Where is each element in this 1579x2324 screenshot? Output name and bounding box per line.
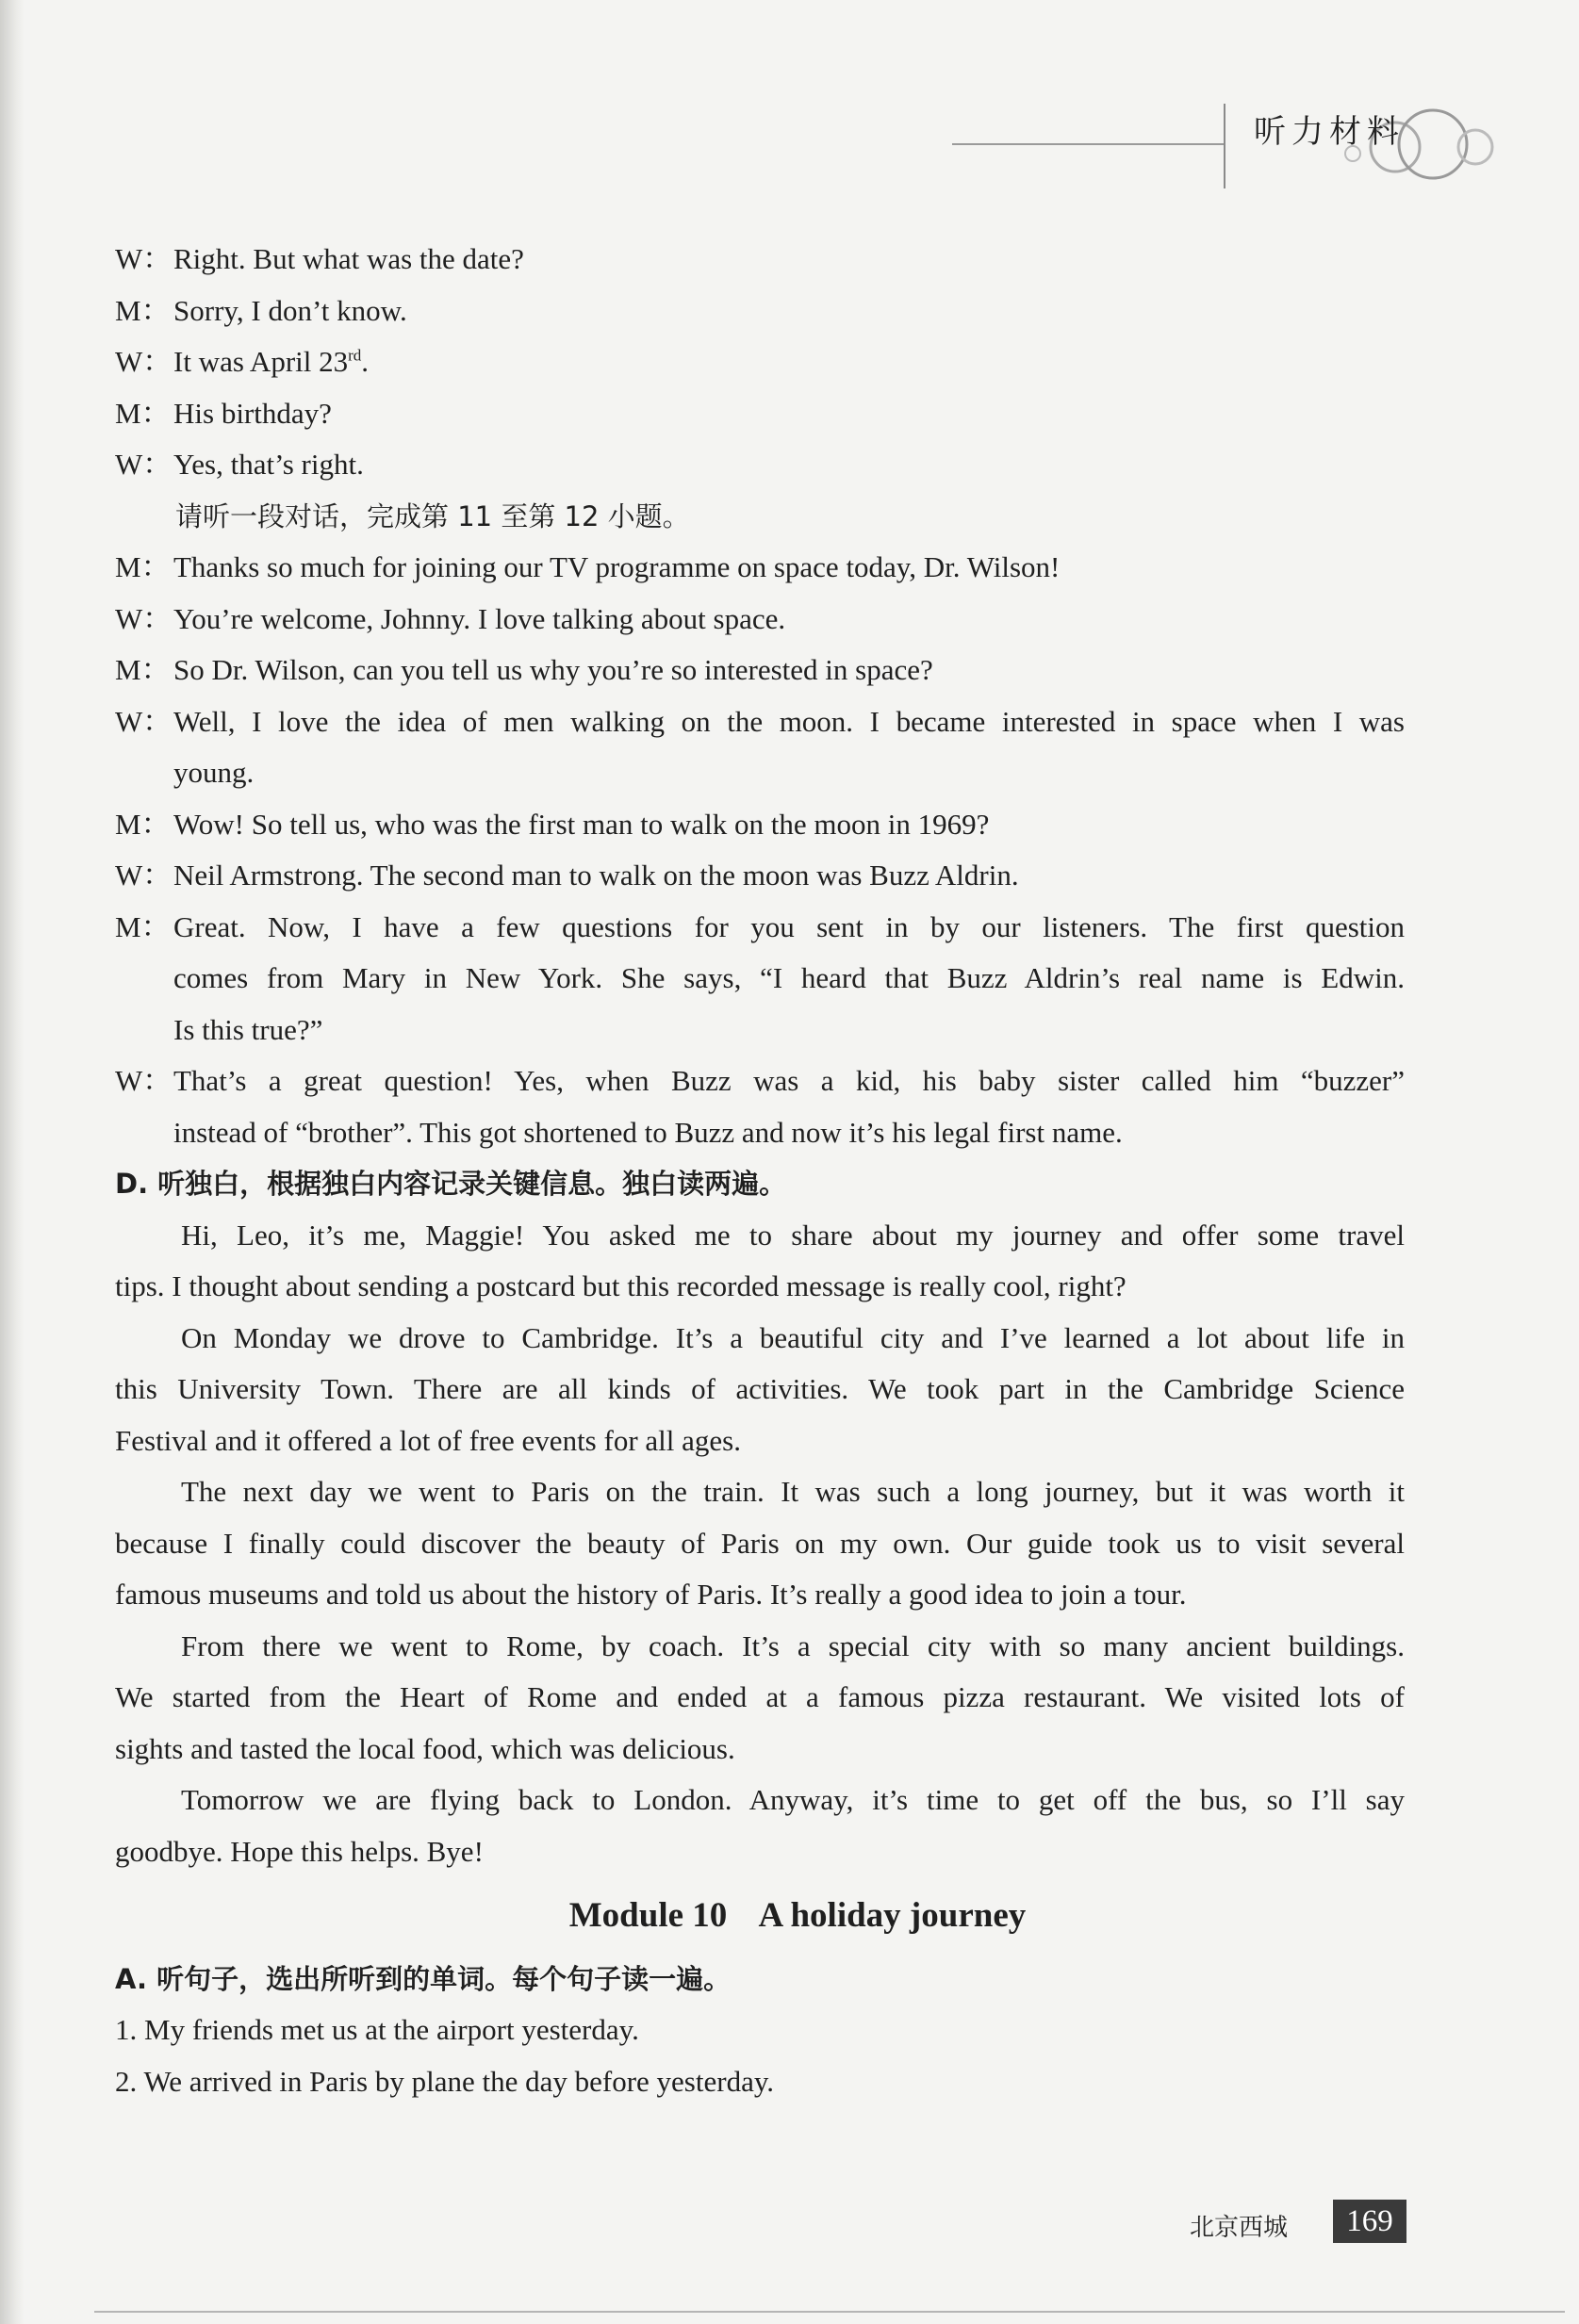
section-a-items — [115, 2005, 1405, 2107]
dialog-text — [173, 799, 1405, 851]
header-rule — [952, 143, 1225, 145]
dialog-text-main: It was April 23 — [173, 345, 349, 378]
module-title — [115, 1890, 1405, 1942]
dialog-text-main: Yes, that’s right. — [173, 448, 364, 481]
dialog-text-line: So Dr. Wilson, can you tell us why you’re so interested in space? — [173, 653, 933, 686]
monologue-line: because I finally could discover the beauty of Paris on my own. Our guide took us to visit several — [115, 1526, 1405, 1560]
dialog-text — [173, 594, 1405, 646]
monologue-line: From there we went to Rome, by coach. It’s a special city with so many ancient buildings. — [181, 1628, 1405, 1662]
dialog-text-main: His birthday? — [173, 396, 332, 430]
dialog-text-line: comes from Mary in New York. She says, “I heard that Buzz Aldrin’s real name is Edwin. — [173, 961, 1405, 994]
monologue-line: tips. I thought about sending a postcard but this recorded message is really cool, right? — [115, 1269, 1127, 1302]
dialog-line — [115, 286, 1405, 337]
speaker-label: W： — [115, 345, 173, 378]
sentence-item: 2. We arrived in Paris by plane the day before yesterday. — [115, 2064, 775, 2098]
speaker-label: W： — [115, 448, 173, 481]
dialog-line — [115, 799, 1405, 851]
page-content — [115, 234, 1405, 2107]
dialog-1 — [115, 234, 1405, 491]
monologue-line: We started from the Heart of Rome and ended at a famous pizza restaurant. We visited lots of — [115, 1680, 1405, 1713]
speaker-label: M： — [115, 653, 171, 686]
section-d-monologue — [115, 1210, 1405, 1878]
dialog-text — [173, 902, 1405, 1056]
page-number: 169 — [1333, 2200, 1406, 2243]
dialog-line — [115, 696, 1405, 799]
monologue-line: famous museums and told us about the history of Paris. It’s really a good idea to join a tour. — [115, 1578, 1187, 1611]
sentence-item: 1. My friends met us at the airport yesterday. — [115, 2013, 639, 2046]
monologue-line: Tomorrow we are flying back to London. Anyway, it’s time to get off the bus, so I’ll say — [181, 1783, 1405, 1816]
header-divider — [1224, 104, 1225, 188]
dialog-text-line: Well, I love the idea of men walking on the moon. I became interested in space when I was — [173, 704, 1405, 738]
dialog-line — [115, 850, 1405, 902]
dialog-text-line: Is this true?” — [173, 1012, 323, 1046]
section-a-heading: A. 听句子，选出所听到的单词。每个句子读一遍。 — [115, 1962, 732, 1995]
dialog-text-main: Sorry, I don’t know. — [173, 293, 407, 327]
monologue-line: this University Town. There are all kinds of activities. We took part in the Cambridge Science — [115, 1372, 1405, 1405]
dialog-text — [173, 234, 1405, 286]
dialog-text — [173, 696, 1405, 799]
speaker-label: W： — [115, 859, 173, 892]
monologue-paragraph — [115, 1775, 1405, 1877]
dialog-text-main: Right. But what was the date? — [173, 242, 524, 275]
dialog-text-line: Thanks so much for joining our TV programme on space today, Dr. Wilson! — [173, 550, 1061, 583]
dialog-line — [115, 645, 1405, 696]
dialog-text-line: instead of “brother”. This got shortened to Buzz and now it’s his legal first name. — [173, 1115, 1123, 1149]
dialog-text-tail: . — [361, 345, 370, 378]
dialog-text — [173, 439, 1405, 491]
footer-region-label: 北京西城 — [1190, 2214, 1289, 2242]
dialog-text — [173, 850, 1405, 902]
superscript: rd — [348, 346, 362, 365]
dialog-line — [115, 1056, 1405, 1158]
speaker-label: W： — [115, 242, 173, 275]
speaker-label: W： — [115, 1064, 173, 1097]
monologue-line: sights and tasted the local food, which was delicious. — [115, 1731, 735, 1765]
speaker-label: M： — [115, 550, 171, 583]
dialog-text — [173, 542, 1405, 594]
instruction-11-12: 请听一段对话，完成第 11 至第 12 小题。 — [175, 499, 690, 532]
bottom-rule — [94, 2311, 1565, 2313]
monologue-line: On Monday we drove to Cambridge. It’s a beautiful city and I’ve learned a lot about life in — [181, 1320, 1405, 1354]
dialog-text-line: Great. Now, I have a few questions for you sent in by our listeners. The first question — [173, 909, 1405, 943]
dialog-text — [173, 336, 1405, 388]
dialog-text — [173, 286, 1405, 337]
dialog-text-line: young. — [173, 756, 255, 789]
module-number: Module 10 — [568, 1896, 728, 1935]
section-d-heading: D. 听独白，根据独白内容记录关键信息。独白读两遍。 — [115, 1168, 787, 1200]
speaker-label: M： — [115, 293, 171, 327]
dialog-text — [173, 645, 1405, 696]
dialog-line — [115, 336, 1405, 388]
dialog-line — [115, 388, 1405, 440]
dialog-text-line: Neil Armstrong. The second man to walk on the moon was Buzz Aldrin. — [173, 859, 1019, 892]
monologue-line: goodbye. Hope this helps. Bye! — [115, 1834, 484, 1868]
dialog-text-line: That’s a great question! Yes, when Buzz was a kid, his baby sister called him “buzzer” — [173, 1064, 1405, 1097]
speaker-label: M： — [115, 807, 171, 841]
monologue-line: Festival and it offered a lot of free events for all ages. — [115, 1423, 741, 1457]
module-name: A holiday journey — [758, 1896, 1027, 1935]
dialog-line — [115, 902, 1405, 1056]
monologue-paragraph — [115, 1313, 1405, 1467]
monologue-paragraph — [115, 1210, 1405, 1313]
monologue-paragraph — [115, 1621, 1405, 1776]
dialog-text-line: Wow! So tell us, who was the first man to walk on the moon in 1969? — [173, 807, 990, 841]
speaker-label: M： — [115, 909, 171, 943]
monologue-paragraph — [115, 1466, 1405, 1621]
dialog-text-line: You’re welcome, Johnny. I love talking about space. — [173, 601, 786, 635]
speaker-label: W： — [115, 704, 173, 738]
dialog-line — [115, 234, 1405, 286]
dialog-line — [115, 542, 1405, 594]
book-spine-shadow — [0, 0, 25, 2324]
dialog-line — [115, 439, 1405, 491]
monologue-line: The next day we went to Paris on the train. It was such a long journey, but it was worth it — [181, 1475, 1405, 1508]
dialog-2 — [115, 542, 1405, 1158]
speaker-label: W： — [115, 601, 173, 635]
speaker-label: M： — [115, 396, 171, 430]
dialog-text — [173, 388, 1405, 440]
header-title: 听力材料 — [1254, 113, 1405, 151]
dialog-line — [115, 594, 1405, 646]
dialog-text — [173, 1056, 1405, 1158]
monologue-line: Hi, Leo, it’s me, Maggie! You asked me to share about my journey and offer some travel — [181, 1218, 1405, 1252]
